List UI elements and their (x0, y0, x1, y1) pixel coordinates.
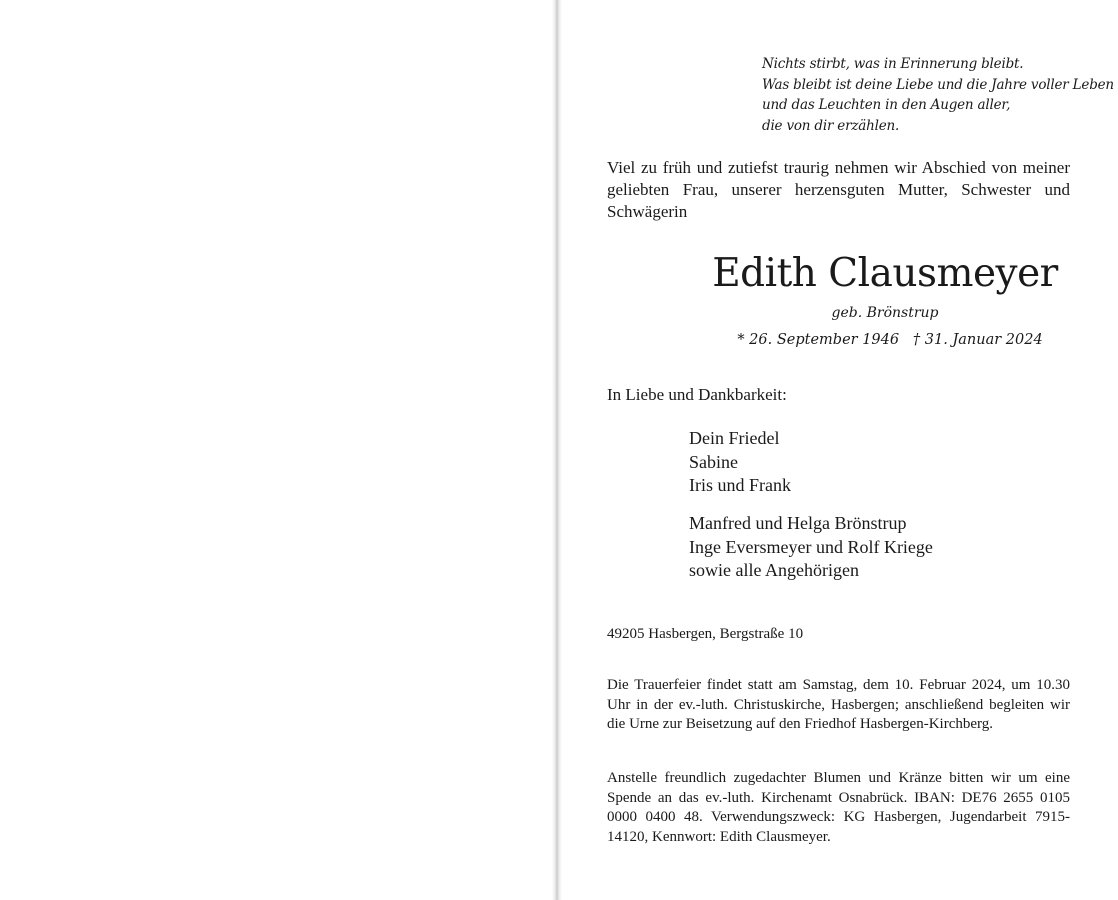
gratitude-heading: In Liebe und Dankbarkeit: (607, 385, 787, 404)
family-group-extended (689, 512, 933, 583)
life-dates: * 26. September 1946 † 31. Januar 2024 (737, 332, 1043, 348)
memorial-poem (762, 54, 1114, 136)
family-group-close (689, 427, 791, 498)
family-member: Dein Friedel (689, 428, 780, 448)
family-member: Sabine (689, 451, 738, 472)
service-info: Die Trauerfeier findet statt am Samstag, dem 10. Februar 2024, um 10.30 Uhr in der ev.-luth. Christuskirche, Hasbergen; anschließend begleiten wir die Urne zur Beisetzung auf den Friedhof Hasbergen-Kirchberg. (607, 677, 1070, 732)
family-member: Manfred und Helga Brönstrup (689, 513, 907, 533)
intro-text: Viel zu früh und zutiefst traurig nehmen wir Abschied von meiner geliebten Frau, unserer herzensguten Mutter, Schwester und Schwägerin (607, 158, 1070, 221)
poem-line: Nichts stirbt, was in Erinnerung bleibt. (762, 56, 1024, 72)
left-page (0, 0, 556, 900)
address: 49205 Hasbergen, Bergstraße 10 (607, 626, 804, 642)
donation-info: Anstelle freundlich zugedachter Blumen und Kränze bitten wir um eine Spende an das ev.-luth. Kirchenamt Osnabrück. IBAN: DE76 2655 0105 0000 0400 48. Verwendungszweck: KG Hasbergen, Jugendarbeit 7915-14120, Kennwort: Edith Clausmeyer. (607, 770, 1070, 845)
family-member: Iris und Frank (689, 475, 791, 495)
family-member: sowie alle Angehörigen (689, 560, 859, 580)
family-member: Inge Eversmeyer und Rolf Kriege (689, 536, 933, 557)
poem-line: und das Leuchten in den Augen aller, (762, 97, 1011, 114)
maiden-name: geb. Brönstrup (831, 305, 939, 321)
poem-line: die von dir erzählen. (762, 117, 900, 134)
right-page (562, 0, 1118, 900)
deceased-name: Edith Clausmeyer (712, 251, 1058, 296)
poem-line: Was bleibt ist deine Liebe und die Jahre voller Leben (762, 76, 1114, 93)
page-fold (552, 0, 562, 900)
